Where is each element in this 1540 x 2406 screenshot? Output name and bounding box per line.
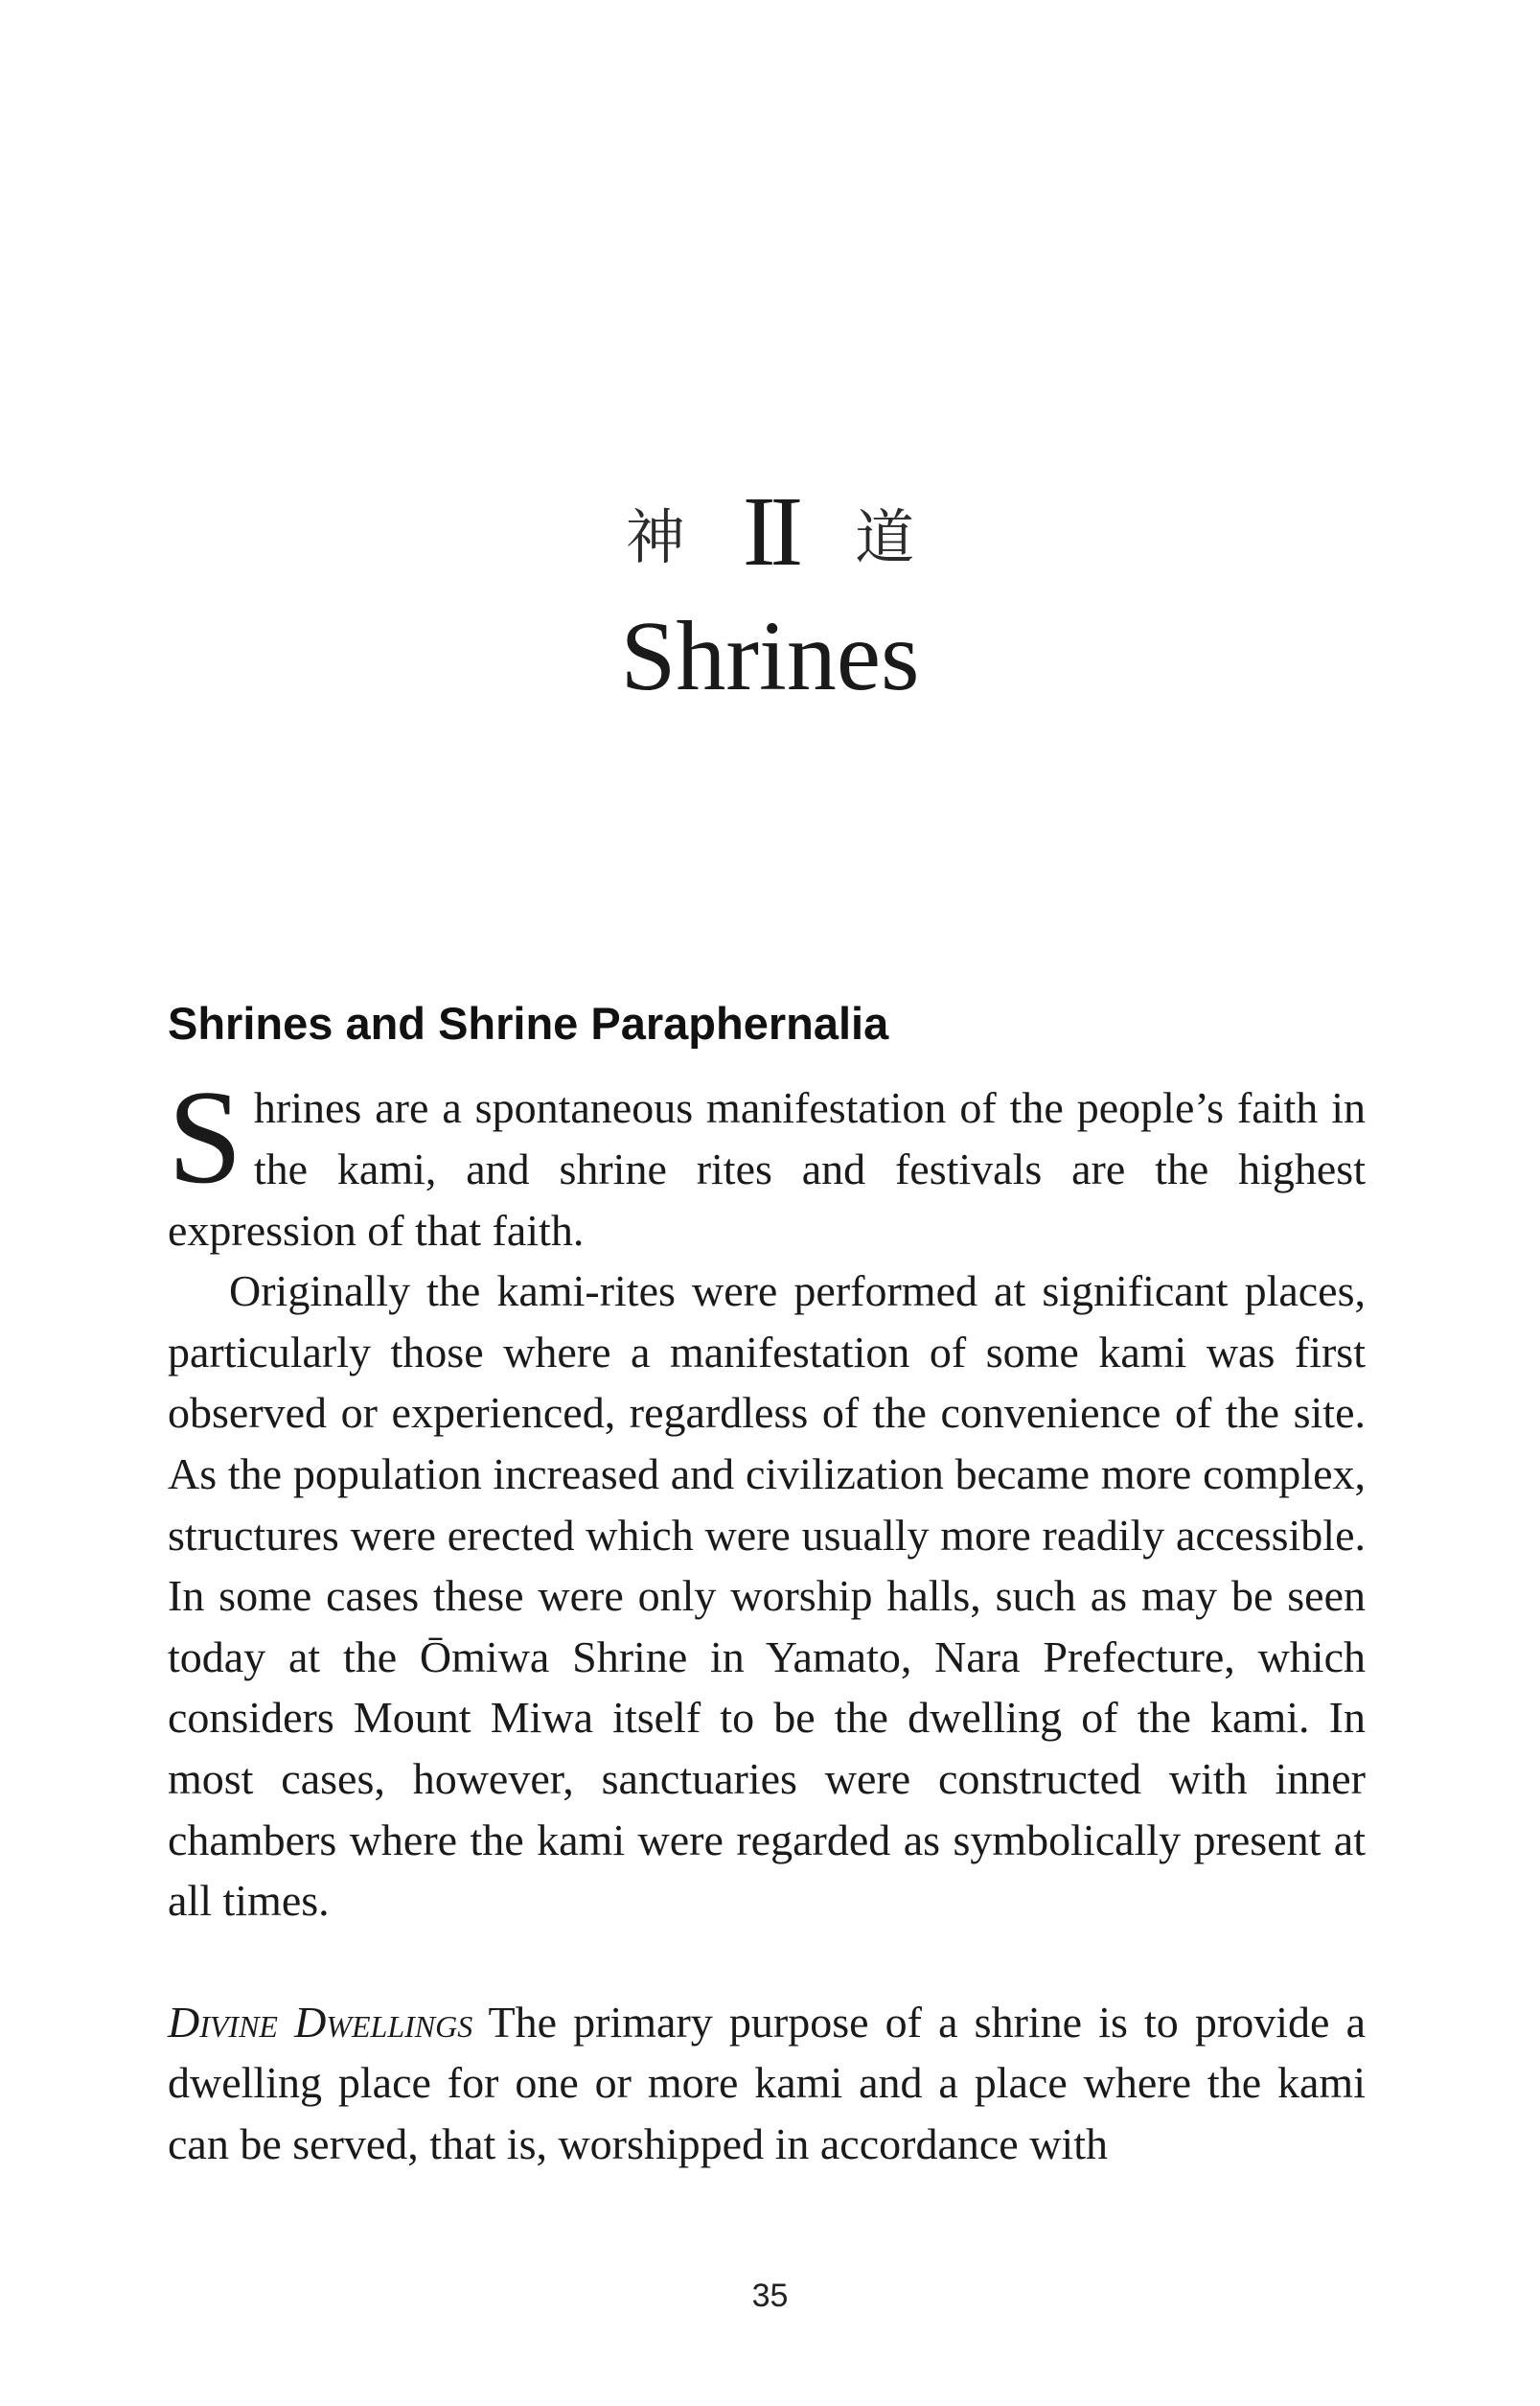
paragraph-3-text: The primary purpose of a shrine is to provide a dwelling place for one or more kami and a place where the kami can be served, that is, worshipped in accordance with	[168, 1997, 1366, 2168]
paragraph-gap	[168, 1932, 1366, 1992]
kanji-michi: 道	[855, 501, 915, 572]
chapter-header	[0, 476, 1540, 711]
chapter-numeral: II	[742, 476, 798, 587]
paragraph-2: Originally the kami-rites were performed at significant places, particularly those where a manifestation of some kami was first observed or experienced, regardless of the convenience of the site. As the population increased and civilization became more complex, structures were erected which were usually more readily accessible. In some cases these were only worship halls, such as may be seen today at the Ōmiwa Shrine in Yamato, Nara Prefecture, which considers Mount Miwa itself to be the dwelling of the kami. In most cases, however, sanctuaries were constructed with inner chambers where the kami were regarded as symbolically present at all times.	[168, 1266, 1366, 1926]
chapter-title: Shrines	[620, 601, 920, 711]
page-number: 35	[751, 2278, 789, 2314]
section-heading: Shrines and Shrine Paraphernalia	[168, 998, 889, 1049]
run-in-heading: Divine Dwellings	[168, 1997, 473, 2047]
paragraph-3	[168, 1992, 1366, 2175]
paragraph-1-text: hrines are a spontaneous manifestation of the people’s faith in the kami, and shrine rites and festivals are the highest expression of that faith.	[168, 1083, 1366, 1255]
kanji-kami: 神	[625, 501, 685, 572]
drop-cap: S	[168, 1063, 242, 1213]
body-text	[168, 997, 1366, 2174]
paragraph-1	[168, 1063, 1366, 1261]
chapter-mark	[0, 476, 1540, 587]
